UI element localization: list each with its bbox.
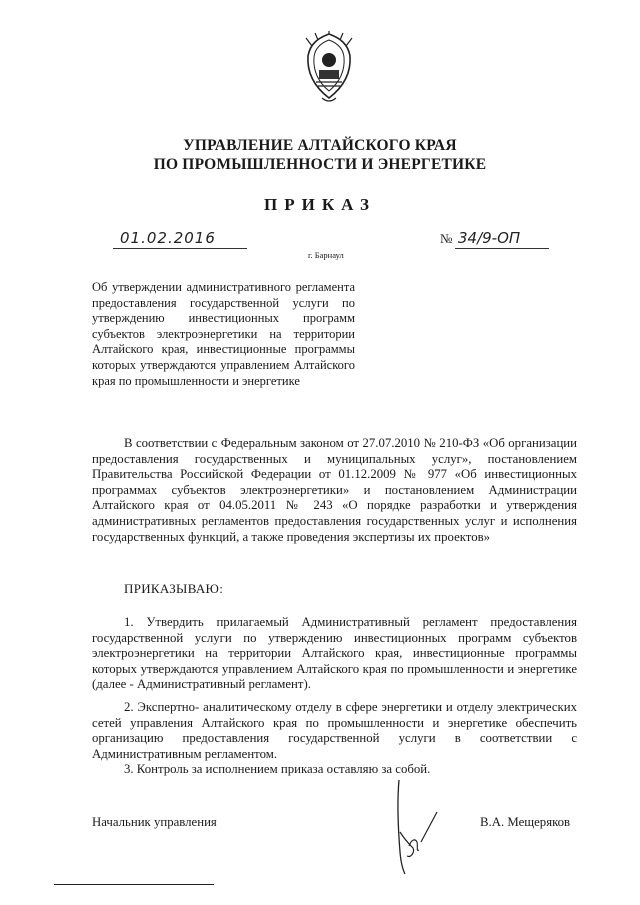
date-underline	[113, 248, 247, 249]
order-subject: Об утверждении административного регламента предоставления государственной услуги по утверждению инвестиционных программ субъектов электроэнергетики на территории Алтайского края, инвестиционные программы которых утверждаются управлением Алтайского края по промышленности и энергетике	[92, 280, 355, 388]
number-underline	[455, 248, 549, 249]
signatory-name: В.А. Мещеряков	[480, 815, 571, 829]
order-item-1: 1. Утвердить прилагаемый Административный регламент предоставления государственной услуги по утверждению инвестиционных программ субъектов электроэнергетики на территории Алтайского края, инвестиционные программы которых утверждаются управлением Алтайского края по промышленности и энергетике (далее - Административный регламент).	[92, 615, 577, 692]
preamble-paragraph: В соответствии с Федеральным законом от 27.07.2010 № 210-ФЗ «Об организации предоставления государственных и муниципальных услуг», постановлением Правительства Российской Федерации от 01.12.2009 № 977 «Об инвестиционных программах субъектов электроэнергетики» и постановлением Администрации Алтайского края от 04.05.2011 № 243 «О порядке разработки и утверждения административных регламентов предоставления государственных услуг и исполнения государственных функций, а также проведения экспертизы их проектов»	[92, 436, 577, 544]
handwritten-signature	[385, 772, 445, 882]
order-item-3: 3. Контроль за исполнением приказа оставляю за собой.	[124, 762, 431, 776]
organization-name-line-1: УПРАВЛЕНИЕ АЛТАЙСКОГО КРАЯ	[183, 137, 457, 154]
order-item-2: 2. Экспертно- аналитическому отделу в сфере энергетики и отделу электрических сетей управления Алтайского края по промышленности и энергетике обеспечить организацию предоставления государственной услуги в соответствии с Административным регламентом.	[92, 700, 577, 761]
organization-name-line-2: ПО ПРОМЫШЛЕННОСТИ И ЭНЕРГЕТИКЕ	[153, 156, 487, 173]
footer-divider	[54, 884, 214, 885]
number-label: №	[440, 231, 453, 246]
order-directive-word: ПРИКАЗЫВАЮ:	[124, 581, 224, 596]
city-label: г. Барнаул	[308, 250, 344, 260]
order-date: 01.02.2016	[120, 229, 216, 247]
order-number: 34/9-ОП	[458, 229, 521, 247]
coat-of-arms-icon	[298, 30, 360, 108]
document-type-title: ПРИКАЗ	[264, 195, 376, 214]
signatory-title: Начальник управления	[92, 815, 217, 829]
